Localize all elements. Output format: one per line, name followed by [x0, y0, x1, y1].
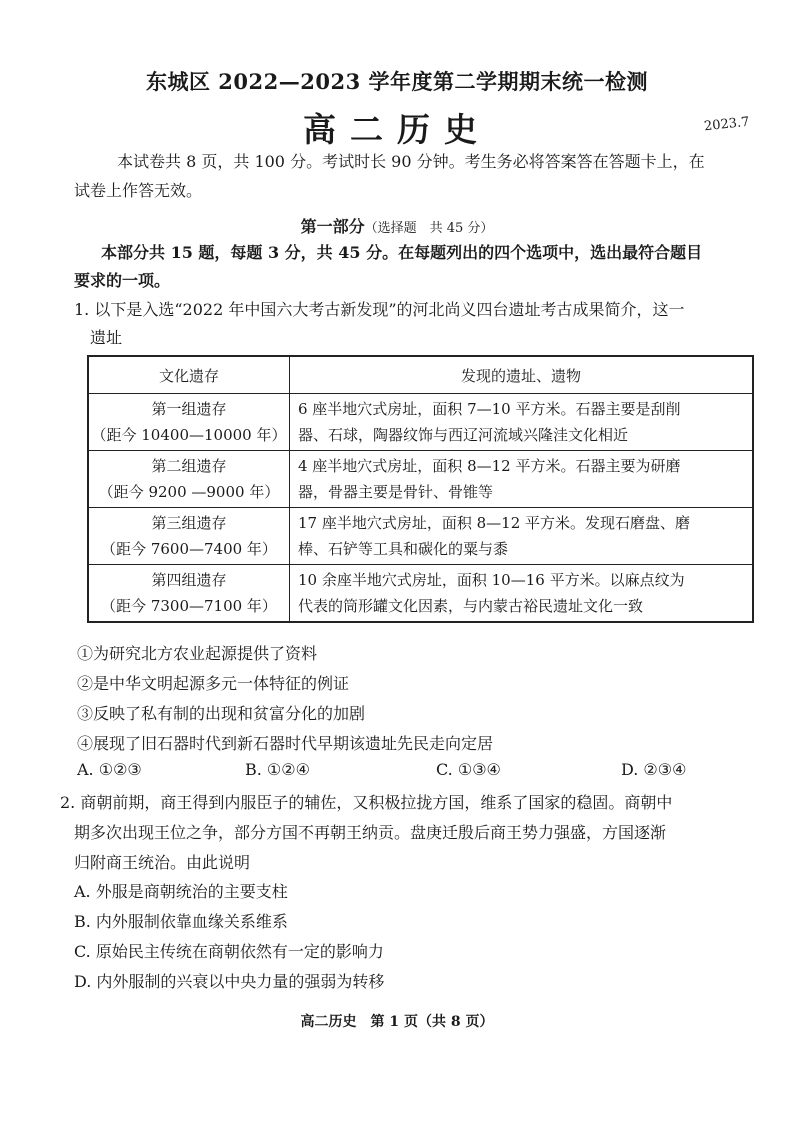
section-title-main: 第一部分	[300, 217, 365, 236]
group-name: 第四组遗存	[151, 571, 227, 589]
statement-2: ②是中华文明起源多元一体特征的例证	[77, 674, 350, 693]
statement-1: ①为研究北方农业起源提供了资料	[77, 644, 318, 663]
group-name: 第一组遗存	[151, 400, 227, 418]
table-cell-finds	[290, 451, 754, 508]
q1-option-a[interactable]: A. ①②③	[77, 760, 142, 779]
table-row	[88, 451, 753, 508]
table-cell-period	[88, 451, 290, 508]
instructions-line-1: 本试卷共 8 页，共 100 分。考试时长 90 分钟。考生务必将答案答在答题卡上，在	[117, 152, 705, 171]
table-header-cell: 发现的遗址、遗物	[290, 356, 754, 394]
table-cell-finds	[290, 565, 754, 623]
section-desc-line-1: 本部分共 15 题，每题 3 分，共 45 分。在每题列出的四个选项中，选出最符合题目	[101, 243, 703, 262]
table-cell-finds	[290, 394, 754, 451]
statement-4: ④展现了旧石器时代到新石器时代早期该遗址先民走向定居	[77, 734, 494, 753]
table-cell-period	[88, 565, 290, 623]
section-title-sub: （选择题 共 45 分）	[364, 221, 494, 236]
question-2-stem-line-2: 期多次出现王位之争，部分方国不再朝王纳贡。盘庚迁殷后商王势力强盛，方国逐渐	[74, 823, 667, 842]
group-period: （距今 10400—10000 年）	[91, 426, 287, 444]
table-cell-period	[88, 508, 290, 565]
q2-option-d[interactable]: D. 内外服制的兴衰以中央力量的强弱为转移	[74, 972, 385, 991]
table-header-row	[88, 356, 753, 394]
table-cell-period	[88, 394, 290, 451]
table-cell-finds	[290, 508, 754, 565]
group-period: （距今 7300—7100 年）	[101, 597, 277, 615]
q2-option-a[interactable]: A. 外服是商朝统治的主要支柱	[74, 882, 288, 901]
statement-3: ③反映了私有制的出现和贫富分化的加剧	[77, 704, 366, 723]
question-2-stem-line-3: 归附商王统治。由此说明	[74, 853, 251, 872]
q1-option-b[interactable]: B. ①②④	[245, 760, 310, 779]
table-row	[88, 394, 753, 451]
table-row	[88, 565, 753, 623]
finds-line-2: 器、石球，陶器纹饰与西辽河流域兴隆洼文化相近	[298, 426, 629, 444]
finds-line-1: 6 座半地穴式房址，面积 7—10 平方米。石器主要是刮削	[298, 400, 681, 418]
group-name: 第二组遗存	[151, 457, 227, 475]
finds-line-2: 代表的筒形罐文化因素，与内蒙古裕民遗址文化一致	[298, 597, 644, 615]
subject-title: 高二历史	[303, 110, 491, 149]
group-name: 第三组遗存	[151, 514, 227, 532]
finds-line-2: 棒、石铲等工具和碳化的粟与黍	[298, 540, 509, 558]
section-title	[0, 214, 794, 237]
finds-line-1: 10 余座半地穴式房址，面积 10—16 平方米。以麻点纹为	[298, 571, 685, 589]
exam-title: 东城区 2022—2023 学年度第二学期期末统一检测	[145, 69, 648, 94]
finds-line-1: 4 座半地穴式房址，面积 8—12 平方米。石器主要为研磨	[298, 457, 681, 475]
finds-line-1: 17 座半地穴式房址，面积 8—12 平方米。发现石磨盘、磨	[298, 514, 691, 532]
group-period: （距今 7600—7400 年）	[101, 540, 277, 558]
table-header-cell: 文化遗存	[88, 356, 290, 394]
group-period: （距今 9200 —9000 年）	[98, 483, 280, 501]
q1-option-c[interactable]: C. ①③④	[436, 760, 501, 779]
section-desc-line-2: 要求的一项。	[74, 271, 171, 290]
q2-option-c[interactable]: C. 原始民主传统在商朝依然有一定的影响力	[74, 942, 384, 961]
relics-table	[87, 355, 754, 623]
table-row	[88, 508, 753, 565]
question-1-stem-line-2: 遗址	[90, 328, 123, 347]
finds-line-2: 器，骨器主要是骨针、骨锥等	[298, 483, 494, 501]
instructions-line-2: 试卷上作答无效。	[74, 181, 203, 200]
q2-option-b[interactable]: B. 内外服制依靠血缘关系维系	[74, 912, 288, 931]
page-footer: 高二历史 第 1 页（共 8 页）	[300, 1014, 494, 1030]
question-2-stem-line-1: 2. 商朝前期，商王得到内服臣子的辅佐，又积极拉拢方国，维系了国家的稳固。商朝中	[60, 793, 673, 812]
question-1-stem-line-1: 1. 以下是入选“2022 年中国六大考古新发现”的河北尚义四台遗址考古成果简介，这一	[74, 300, 685, 319]
exam-date: 2023.7	[703, 114, 751, 135]
q1-option-d[interactable]: D. ②③④	[621, 760, 687, 779]
